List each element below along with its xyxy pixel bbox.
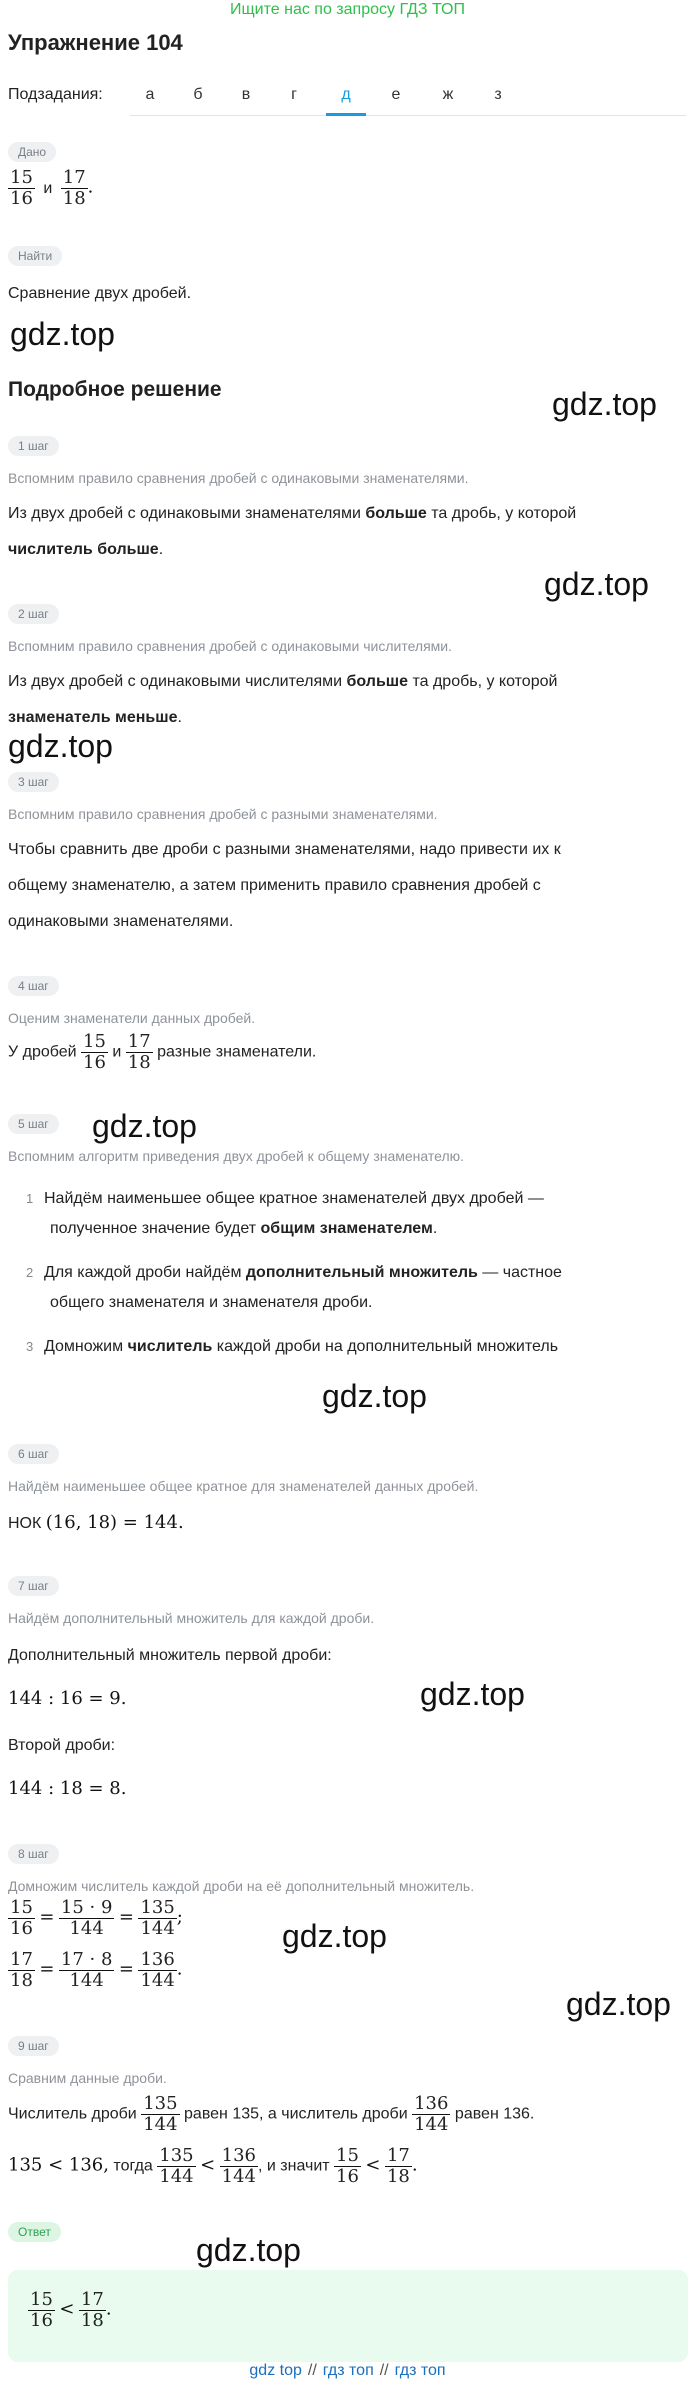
step-chip: 8 шаг [8,1844,59,1864]
find-chip: Найти [8,246,62,266]
solution-heading: Подробное решение [8,378,222,401]
given-chip: Дано [8,142,56,162]
step-text: числитель больше. [8,541,164,558]
step-text: Чтобы сравнить две дроби с разными знаменателями, надо привести их к [8,841,561,858]
tab-a[interactable]: а [145,86,155,103]
step-text: общему знаменателю, а затем применить правило сравнения дробей с [8,877,541,894]
step-chip: 3 шаг [8,772,59,792]
step-hint: Найдём дополнительный множитель для каждой дроби. [8,1610,375,1626]
tab-g[interactable]: г [291,86,297,103]
step-math-line: Числитель дроби $\frac{135}{144}$ равен 135, а числитель дроби $\frac{136}{144}$ равен 136. [8,2093,535,2135]
step-chip: 4 шаг [8,976,59,996]
list-item: 3 Домножим числитель каждой дроби на дополнительный множитель [26,1338,559,1355]
subtasks-bar [8,80,688,116]
step-text: Дополнительный множитель первой дроби: [8,1647,332,1664]
step-text: знаменатель меньше. [8,709,182,726]
step-hint: Найдём наименьшее общее кратное для знаменателей данных дробей. [8,1478,479,1494]
subtasks-label: Подзадания: [8,86,103,103]
step-hint: Вспомним правило сравнения дробей с одинаковыми знаменателями. [8,470,469,486]
fraction-equation: $\frac{15}{16}$ = $\frac{15 \cdot 9}{144}$ = $\frac{135}{144}$ ; [10,1897,183,1939]
step-chip: 5 шаг [8,1114,59,1134]
fraction: $\frac{17}{18}$ [127,1031,151,1073]
answer-expression: $\frac{15}{16}$ < $\frac{17}{18}$ . [30,2289,112,2331]
step-chip: 2 шаг [8,604,59,624]
answer-box [8,2270,688,2362]
footer-link[interactable]: гдз топ [394,2362,446,2379]
division-expression: 144 : 18 = 8. [8,1778,127,1799]
fraction: $\frac{15}{16}$ [83,1031,106,1073]
tab-v[interactable]: в [241,86,251,103]
find-text: Сравнение двух дробей. [8,285,192,302]
step-hint: Вспомним правило сравнения дробей с разными знаменателями. [8,806,438,822]
list-item: 1 Найдём наименьшее общее кратное знаменателей двух дробей — полученное значение будет общим знаменателем. [26,1190,544,1237]
watermark: gdz.top [10,316,115,352]
algorithm-list [8,1184,688,1376]
step-text: одинаковыми знаменателями. [8,913,234,930]
step-hint: Вспомним алгоритм приведения двух дробей к общему знаменателю. [8,1148,465,1164]
answer-chip: Ответ [8,2222,61,2242]
step-math-line: У дробей $\frac{15}{16}$ и $\frac{17}{18}$ разные знаменатели. [8,1031,317,1073]
nok-expression: НОК (16, 18) = 144. [8,1512,184,1533]
footer-link[interactable]: гдз топ [322,2362,374,2379]
list-item: 2 Для каждой дроби найдём дополнительный множитель — частное общего знаменателя и знаменателя дроби. [26,1264,562,1311]
step-hint: Сравним данные дроби. [8,2070,167,2086]
footer-link[interactable]: gdz top [249,2362,302,2379]
watermark: gdz.top [544,566,649,602]
step-math-line: 135 < 136, тогда $\frac{135}{144}$ < $\frac{136}{144}$ , и значит $\frac{15}{16}$ < $\frac{17}{18}$ . [8,2145,418,2187]
step-hint: Вспомним правило сравнения дробей с одинаковыми числителями. [8,638,453,654]
watermark: gdz.top [8,728,113,764]
given-fractions: $\frac{15}{16}$ и $\frac{17}{18}$ . [10,167,94,209]
fraction-equation: $\frac{17}{18}$ = $\frac{17 \cdot 8}{144}$ = $\frac{136}{144}$ . [10,1949,183,1991]
fraction: $\frac{15}{16}$ [10,167,33,209]
tab-z[interactable]: з [494,86,502,103]
step-chip: 9 шаг [8,2036,59,2056]
page-title: Упражнение 104 [8,30,183,55]
step-hint: Оценим знаменатели данных дробей. [8,1010,256,1026]
subtask-tabs [130,80,686,116]
top-banner[interactable]: Ищите нас по запросу ГДЗ ТОП [230,1,465,18]
step-hint: Домножим числитель каждой дроби на её дополнительный множитель. [8,1878,475,1894]
tab-d[interactable]: д [326,86,366,116]
step-text: Из двух дробей с одинаковыми знаменателями больше та дробь, у которой [8,505,577,522]
watermark: gdz.top [282,1918,387,1954]
step-text: Второй дроби: [8,1737,116,1754]
tab-b[interactable]: б [193,86,203,103]
division-expression: 144 : 16 = 9. [8,1688,127,1709]
watermark: gdz.top [552,386,657,422]
watermark: gdz.top [92,1108,197,1144]
footer-links: gdz top // гдз топ // гдз топ [249,2362,446,2379]
watermark: gdz.top [322,1378,427,1414]
step-chip: 1 шаг [8,436,59,456]
watermark: gdz.top [196,2232,301,2268]
tab-zh[interactable]: ж [442,86,454,103]
fraction: $\frac{17}{18}$ [62,167,86,209]
tab-e[interactable]: е [391,86,401,103]
watermark: gdz.top [420,1676,525,1712]
watermark: gdz.top [566,1986,671,2022]
step-chip: 7 шаг [8,1576,59,1596]
step-text: Из двух дробей с одинаковыми числителями больше та дробь, у которой [8,673,558,690]
step-chip: 6 шаг [8,1444,59,1464]
